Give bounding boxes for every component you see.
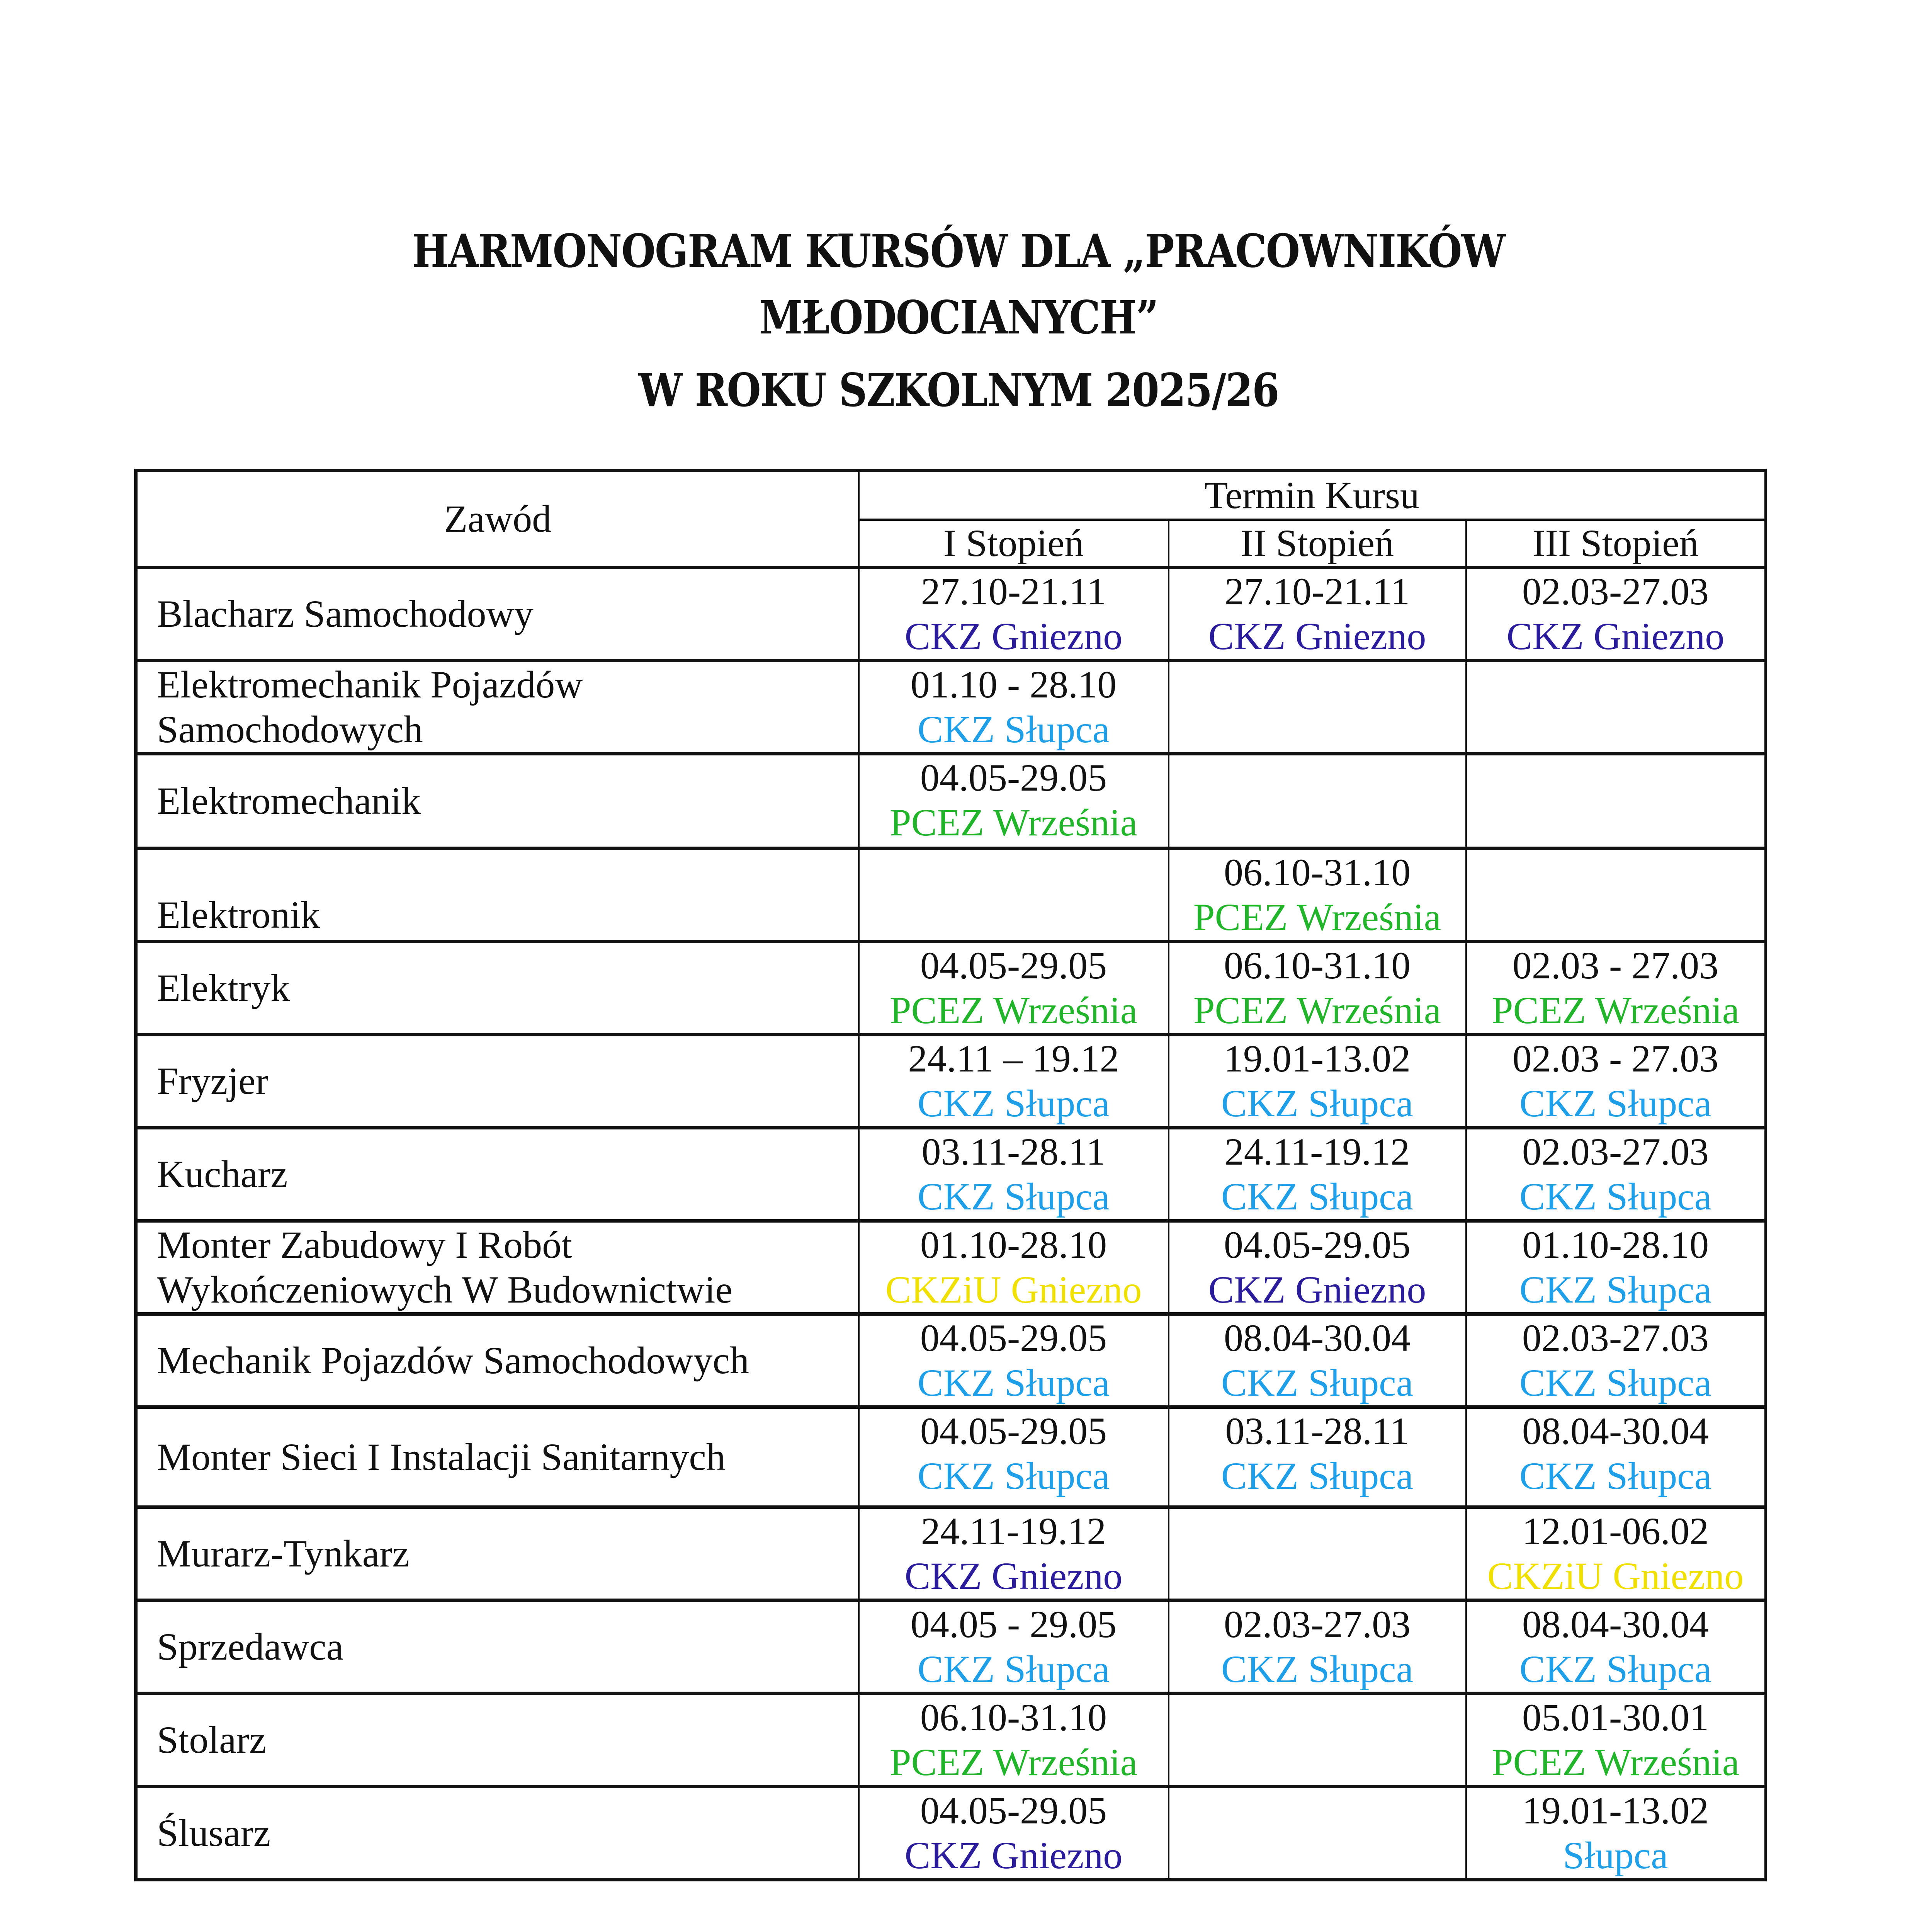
course-date: 19.01-13.02 bbox=[1522, 1789, 1709, 1832]
course-date: 06.10-31.10 bbox=[1224, 851, 1411, 894]
profession-cell bbox=[136, 1507, 859, 1600]
table-row bbox=[136, 1507, 1766, 1600]
profession-name: Monter Sieci I Instalacji Sanitarnych bbox=[157, 1435, 726, 1478]
term-cell-level-3 bbox=[1466, 568, 1766, 661]
profession-name: Ślusarz bbox=[157, 1811, 271, 1854]
course-location: CKZ Słupca bbox=[1519, 1361, 1712, 1404]
term-cell-level-3 bbox=[1466, 1221, 1766, 1314]
term-cell-level-1 bbox=[859, 942, 1169, 1035]
course-date: 04.05-29.05 bbox=[920, 944, 1107, 987]
course-location: CKZ Słupca bbox=[917, 1361, 1110, 1404]
profession-cell bbox=[136, 849, 859, 942]
term-cell-level-2 bbox=[1169, 568, 1466, 661]
term-cell-level-1 bbox=[859, 1600, 1169, 1694]
profession-cell bbox=[136, 661, 859, 754]
term-cell-level-3 bbox=[1466, 1314, 1766, 1407]
course-date: 08.04-30.04 bbox=[1522, 1410, 1709, 1452]
course-location: Słupca bbox=[1563, 1834, 1668, 1877]
table-row bbox=[136, 1694, 1766, 1787]
course-location: PCEZ Września bbox=[889, 1741, 1138, 1784]
profession-name: Samochodowych bbox=[157, 708, 423, 751]
course-date: 02.03-27.03 bbox=[1522, 570, 1709, 613]
course-location: PCEZ Września bbox=[1491, 1741, 1740, 1784]
table-row bbox=[136, 661, 1766, 754]
term-cell-level-3 bbox=[1466, 1035, 1766, 1128]
table-row bbox=[136, 942, 1766, 1035]
term-cell-level-3 bbox=[1466, 942, 1766, 1035]
document-title-line-2 bbox=[0, 291, 1917, 344]
course-date: 03.11-28.11 bbox=[1225, 1410, 1409, 1452]
term-cell-level-2 bbox=[1169, 661, 1466, 754]
profession-name: Fryzjer bbox=[157, 1060, 269, 1102]
profession-cell bbox=[136, 1694, 859, 1787]
term-cell-level-1 bbox=[859, 849, 1169, 942]
course-location: CKZ Słupca bbox=[917, 1175, 1110, 1218]
profession-header: Zawód bbox=[136, 471, 859, 568]
course-location: CKZiU Gniezno bbox=[885, 1268, 1142, 1311]
course-date: 08.04-30.04 bbox=[1522, 1603, 1709, 1646]
course-date: 04.05 - 29.05 bbox=[910, 1603, 1117, 1646]
course-date: 02.03 - 27.03 bbox=[1512, 1037, 1719, 1080]
term-cell-level-3 bbox=[1466, 1407, 1766, 1507]
course-location: CKZ Słupca bbox=[1519, 1175, 1712, 1218]
course-location: CKZ Słupca bbox=[1519, 1268, 1712, 1311]
course-date: 12.01-06.02 bbox=[1522, 1510, 1709, 1553]
course-location: CKZ Gniezno bbox=[1506, 615, 1725, 658]
term-header: Termin Kursu bbox=[859, 471, 1766, 520]
profession-name: Elektromechanik bbox=[157, 779, 421, 822]
course-date: 06.10-31.10 bbox=[1224, 944, 1411, 987]
course-location: CKZ Słupca bbox=[1221, 1082, 1414, 1125]
course-location: CKZ Słupca bbox=[917, 1648, 1110, 1690]
term-cell-level-1 bbox=[859, 1407, 1169, 1507]
term-cell-level-1 bbox=[859, 754, 1169, 849]
header-row bbox=[136, 471, 1766, 520]
term-cell-level-3 bbox=[1466, 1600, 1766, 1694]
profession-name: Elektronik bbox=[157, 893, 320, 936]
profession-cell bbox=[136, 1407, 859, 1507]
course-location: CKZiU Gniezno bbox=[1487, 1554, 1744, 1597]
course-date: 02.03-27.03 bbox=[1522, 1316, 1709, 1359]
profession-name: Murarz-Tynkarz bbox=[157, 1532, 410, 1575]
term-cell-level-3 bbox=[1466, 1128, 1766, 1221]
table-row bbox=[136, 1314, 1766, 1407]
table-row bbox=[136, 1600, 1766, 1694]
term-cell-level-2 bbox=[1169, 849, 1466, 942]
course-date: 04.05-29.05 bbox=[1224, 1223, 1411, 1266]
term-cell-level-2 bbox=[1169, 1694, 1466, 1787]
course-date: 02.03-27.03 bbox=[1224, 1603, 1411, 1646]
term-cell-level-3 bbox=[1466, 849, 1766, 942]
course-date: 24.11 – 19.12 bbox=[908, 1037, 1119, 1080]
profession-cell bbox=[136, 1787, 859, 1880]
level-header-2: II Stopień bbox=[1169, 520, 1466, 568]
course-date: 06.10-31.10 bbox=[920, 1696, 1107, 1739]
course-date: 27.10-21.11 bbox=[1224, 570, 1410, 613]
course-date: 01.10 - 28.10 bbox=[910, 663, 1117, 706]
table-row bbox=[136, 1128, 1766, 1221]
profession-name: Elektromechanik Pojazdów bbox=[157, 663, 583, 706]
term-cell-level-1 bbox=[859, 661, 1169, 754]
table-row bbox=[136, 1221, 1766, 1314]
profession-name: Wykończeniowych W Budownictwie bbox=[157, 1268, 732, 1311]
term-cell-level-2 bbox=[1169, 1600, 1466, 1694]
course-location: CKZ Słupca bbox=[1221, 1648, 1414, 1690]
term-cell-level-2 bbox=[1169, 1507, 1466, 1600]
course-location: CKZ Gniezno bbox=[1208, 1268, 1426, 1311]
course-location: CKZ Słupca bbox=[917, 1082, 1110, 1125]
course-date: 04.05-29.05 bbox=[920, 756, 1107, 799]
term-cell-level-2 bbox=[1169, 1787, 1466, 1880]
schedule-body bbox=[136, 568, 1766, 1880]
course-date: 24.11-19.12 bbox=[1224, 1130, 1410, 1173]
term-cell-level-1 bbox=[859, 1314, 1169, 1407]
profession-name: Elektryk bbox=[157, 966, 290, 1009]
table-row bbox=[136, 849, 1766, 942]
term-cell-level-1 bbox=[859, 1128, 1169, 1221]
term-cell-level-2 bbox=[1169, 1314, 1466, 1407]
profession-name: Monter Zabudowy I Robót bbox=[157, 1223, 572, 1266]
course-date: 24.11-19.12 bbox=[921, 1510, 1106, 1553]
course-date: 04.05-29.05 bbox=[920, 1316, 1107, 1359]
document-title-line-1 bbox=[0, 224, 1917, 278]
table-row bbox=[136, 754, 1766, 849]
course-location: CKZ Gniezno bbox=[904, 1834, 1123, 1877]
course-location: PCEZ Września bbox=[889, 801, 1138, 844]
course-location: CKZ Gniezno bbox=[1208, 615, 1426, 658]
course-date: 19.01-13.02 bbox=[1224, 1037, 1411, 1080]
course-date: 01.10-28.10 bbox=[920, 1223, 1107, 1266]
level-header-3: III Stopień bbox=[1466, 520, 1766, 568]
level-header-1: I Stopień bbox=[859, 520, 1169, 568]
course-date: 08.04-30.04 bbox=[1224, 1316, 1411, 1359]
profession-name: Blacharz Samochodowy bbox=[157, 592, 534, 635]
profession-cell bbox=[136, 1600, 859, 1694]
title-text-2: MŁODOCIANYCH” bbox=[759, 291, 1158, 344]
term-cell-level-1 bbox=[859, 1694, 1169, 1787]
profession-cell bbox=[136, 1128, 859, 1221]
course-location: CKZ Gniezno bbox=[904, 615, 1123, 658]
term-cell-level-1 bbox=[859, 1787, 1169, 1880]
term-cell-level-1 bbox=[859, 1507, 1169, 1600]
course-location: PCEZ Września bbox=[1491, 989, 1740, 1032]
term-cell-level-2 bbox=[1169, 1407, 1466, 1507]
course-location: CKZ Słupca bbox=[1221, 1454, 1414, 1497]
course-date: 04.05-29.05 bbox=[920, 1410, 1107, 1452]
course-date: 02.03 - 27.03 bbox=[1512, 944, 1719, 987]
term-cell-level-1 bbox=[859, 568, 1169, 661]
course-location: CKZ Słupca bbox=[1519, 1082, 1712, 1125]
course-schedule-table bbox=[134, 469, 1767, 1881]
course-date: 03.11-28.11 bbox=[921, 1130, 1106, 1173]
term-cell-level-2 bbox=[1169, 1035, 1466, 1128]
course-location: CKZ Słupca bbox=[1221, 1361, 1414, 1404]
table-row bbox=[136, 1407, 1766, 1507]
course-location: CKZ Gniezno bbox=[904, 1554, 1123, 1597]
course-date: 02.03-27.03 bbox=[1522, 1130, 1709, 1173]
profession-cell bbox=[136, 942, 859, 1035]
table-row bbox=[136, 1035, 1766, 1128]
term-cell-level-3 bbox=[1466, 1694, 1766, 1787]
term-cell-level-2 bbox=[1169, 1221, 1466, 1314]
course-location: CKZ Słupca bbox=[1221, 1175, 1414, 1218]
course-date: 27.10-21.11 bbox=[921, 570, 1106, 613]
title-text-3: W ROKU SZKOLNYM 2025/26 bbox=[638, 363, 1279, 417]
profession-name: Sprzedawca bbox=[157, 1625, 344, 1668]
term-cell-level-3 bbox=[1466, 661, 1766, 754]
course-location: PCEZ Września bbox=[1193, 896, 1441, 939]
course-date: 05.01-30.01 bbox=[1522, 1696, 1709, 1739]
course-location: PCEZ Września bbox=[1193, 989, 1441, 1032]
term-cell-level-3 bbox=[1466, 1507, 1766, 1600]
course-location: PCEZ Września bbox=[889, 989, 1138, 1032]
term-cell-level-1 bbox=[859, 1221, 1169, 1314]
course-date: 04.05-29.05 bbox=[920, 1789, 1107, 1832]
profession-name: Kucharz bbox=[157, 1153, 288, 1196]
course-location: CKZ Słupca bbox=[1519, 1648, 1712, 1690]
profession-cell bbox=[136, 1035, 859, 1128]
term-cell-level-3 bbox=[1466, 1787, 1766, 1880]
document-title-line-3 bbox=[0, 363, 1917, 417]
title-text-1: HARMONOGRAM KURSÓW DLA „PRACOWNIKÓW bbox=[412, 224, 1505, 278]
course-location: CKZ Słupca bbox=[1519, 1454, 1712, 1497]
term-cell-level-3 bbox=[1466, 754, 1766, 849]
term-cell-level-1 bbox=[859, 1035, 1169, 1128]
profession-name: Mechanik Pojazdów Samochodowych bbox=[157, 1339, 749, 1382]
term-cell-level-2 bbox=[1169, 942, 1466, 1035]
profession-cell bbox=[136, 1221, 859, 1314]
course-location: CKZ Słupca bbox=[917, 708, 1110, 751]
table-row bbox=[136, 1787, 1766, 1880]
profession-name: Stolarz bbox=[157, 1718, 267, 1761]
course-location: CKZ Słupca bbox=[917, 1454, 1110, 1497]
term-cell-level-2 bbox=[1169, 1128, 1466, 1221]
profession-cell bbox=[136, 568, 859, 661]
table-row bbox=[136, 568, 1766, 661]
course-date: 01.10-28.10 bbox=[1522, 1223, 1709, 1266]
profession-cell bbox=[136, 754, 859, 849]
profession-cell bbox=[136, 1314, 859, 1407]
term-cell-level-2 bbox=[1169, 754, 1466, 849]
